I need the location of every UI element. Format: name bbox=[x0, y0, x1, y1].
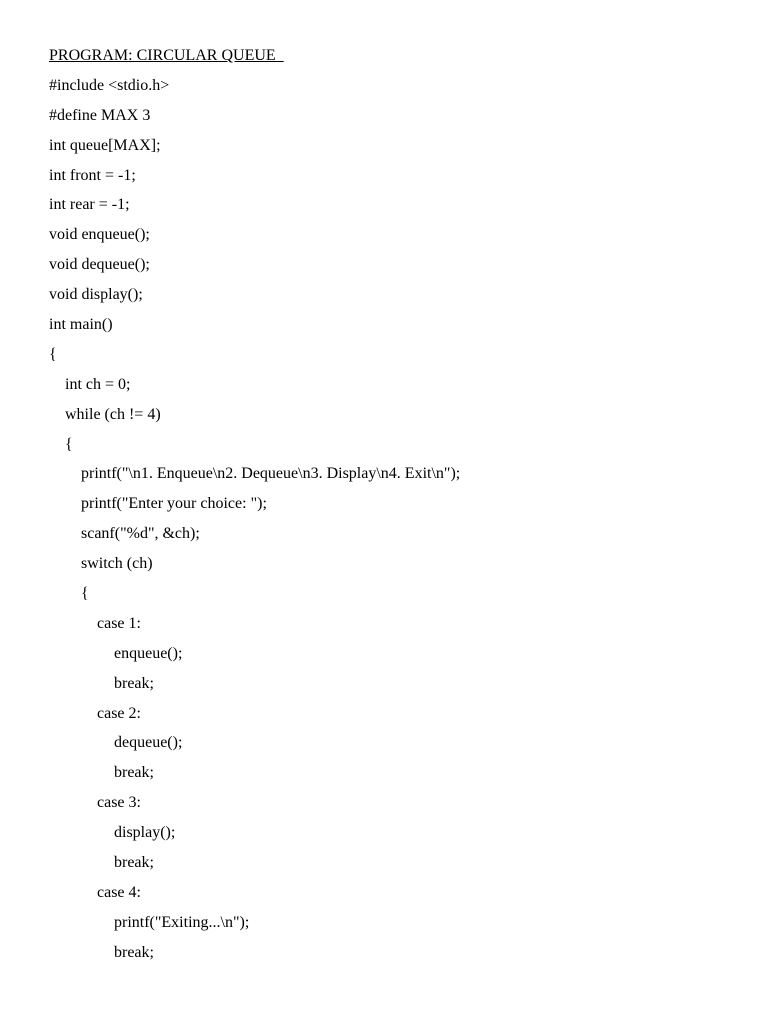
code-line: case 3: bbox=[97, 794, 141, 812]
code-line: #define MAX 3 bbox=[49, 106, 151, 124]
code-line: enqueue(); bbox=[114, 644, 183, 662]
code-line: display(); bbox=[114, 824, 176, 842]
code-line: scanf("%d", &ch); bbox=[81, 525, 200, 543]
code-line: int rear = -1; bbox=[49, 196, 130, 214]
code-line: case 2: bbox=[97, 704, 141, 722]
code-line: int front = -1; bbox=[49, 166, 136, 184]
document-page bbox=[49, 41, 728, 968]
code-line: break; bbox=[114, 854, 154, 872]
program-title: PROGRAM: CIRCULAR QUEUE bbox=[49, 47, 284, 64]
code-line: int main() bbox=[49, 316, 113, 334]
code-line: switch (ch) bbox=[81, 555, 153, 573]
code-line: { bbox=[49, 345, 57, 363]
code-line: case 4: bbox=[97, 883, 141, 901]
code-line: void display(); bbox=[49, 286, 143, 304]
code-line: void dequeue(); bbox=[49, 256, 150, 274]
code-line: dequeue(); bbox=[114, 734, 183, 752]
code-line: #include <stdio.h> bbox=[49, 76, 170, 94]
code-line: printf("\n1. Enqueue\n2. Dequeue\n3. Display\n4. Exit\n"); bbox=[81, 465, 461, 483]
code-line: int ch = 0; bbox=[65, 375, 131, 393]
code-line: int queue[MAX]; bbox=[49, 136, 161, 154]
code-line: { bbox=[81, 585, 89, 603]
code-line: break; bbox=[114, 943, 154, 961]
code-line: void enqueue(); bbox=[49, 226, 150, 244]
code-line: break; bbox=[114, 764, 154, 782]
code-line: printf("Exiting...\n"); bbox=[114, 913, 250, 931]
code-line: break; bbox=[114, 674, 154, 692]
code-line: { bbox=[65, 435, 73, 453]
code-line: case 1: bbox=[97, 614, 141, 632]
code-listing bbox=[49, 71, 728, 968]
code-line: printf("Enter your choice: "); bbox=[81, 495, 267, 513]
code-line: while (ch != 4) bbox=[65, 405, 161, 423]
